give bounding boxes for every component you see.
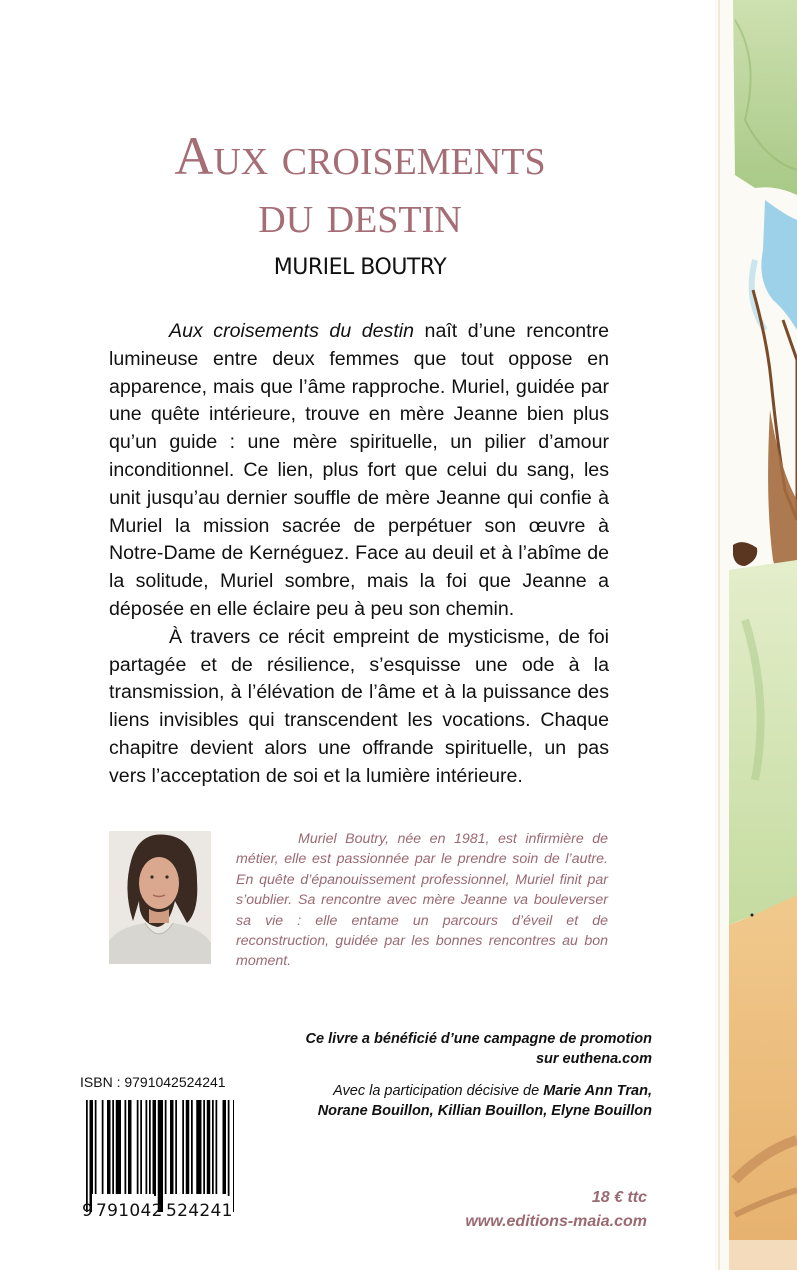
barcode-bar [233,1100,234,1212]
synopsis [109,318,609,791]
author-bio [236,829,608,972]
barcode-bar [107,1100,111,1196]
barcode-bar [191,1100,193,1196]
barcode-bar [102,1100,104,1196]
publisher-website[interactable]: www.editions-maia.com [465,1213,647,1230]
promotion-note [280,1029,652,1069]
participation-credits [280,1081,652,1121]
barcode-bar [95,1100,97,1196]
author-photo [109,831,211,964]
watercolor-art [715,0,797,1270]
book-title-line2: du destin [258,184,462,244]
barcode-bar [86,1100,88,1212]
barcode-bar [153,1100,157,1196]
barcode-bar [158,1100,163,1212]
barcode-bar [182,1100,184,1196]
barcode-digit-first: 9 [82,1201,93,1218]
barcode-bar [170,1100,174,1196]
barcode-digits-right: 524241 [166,1201,233,1218]
synopsis-paragraph-1 [109,318,609,624]
barcode-bar [175,1100,177,1196]
barcode-bar [128,1100,132,1196]
promotion-text: Ce livre a bénéficié d’une campagne de promotion sur euthena.com [305,1031,652,1067]
barcode-bar [140,1100,142,1196]
price-block [420,1186,647,1234]
isbn-label: ISBN : 9791042524241 [80,1074,226,1090]
watercolor-illustration-strip [715,0,797,1270]
price: 18 € ttc [591,1189,647,1206]
synopsis-title-italic: Aux croisements du destin [169,320,415,342]
barcode-bar [212,1100,214,1196]
barcode-bar [116,1100,121,1196]
synopsis-paragraph-2: À travers ce récit empreint de mysticisme, de foi partagée et de résilience, s’esquisse une ode à la transmission, à l’élévation de l’âme et à la puissance des liens invisibles qui transcendent les vocations. Chaque chapitre devient alors une offrande spirituelle, un pas vers l’acceptation de soi et la lumière intérieure. [109,625,609,787]
book-title-line1: Aux croisements [174,126,546,186]
author-portrait-image [109,831,211,964]
barcode-graphic [82,1100,234,1218]
participation-prefix: Avec la participation décisive de [333,1083,544,1099]
barcode-bar [203,1100,205,1196]
isbn-barcode [82,1100,234,1218]
author-bio-text: Muriel Boutry, née en 1981, est infirmière de métier, elle est passionnée par le prendre soin de l’autre. En quête d’épanouissement professionnel, Muriel finit par s’oublier. Sa rencontre avec mère Jeanne va bouleverser sa vie : elle entame un parcours d’éveil et de reconstruction, guidée par les bonnes rencontres au bon moment. [236,831,608,970]
synopsis-paragraph-1-text: naît d’une rencontre lumineuse entre deux femmes que tout oppose en apparence, mais que l’âme rapproche. Muriel, guidée par une quête intérieure, trouve en mère Jeanne bien plus qu’un guide : une mère spirituelle, un pilier d’amour inconditionnel. Ce lien, plus fort que celui du sang, les unit jusqu’au dernier souffle de mère Jeanne qui confie à Muriel la mission sacrée de perpétuer son œuvre à Notre-Dame de Kernéguez. Face au deuil et à l’abîme de la solitude, Muriel sombre, mais la foi que Jeanne a déposée en elle éclaire peu à peu son chemin. [109,320,609,620]
barcode-bar [207,1100,211,1196]
barcode-bar [186,1100,190,1196]
barcode-bar [125,1100,127,1196]
barcode-bar [223,1100,227,1196]
barcode-bar [216,1100,218,1196]
barcode-bar [228,1100,230,1196]
author-name: MURIEL BOUTRY [273,255,447,280]
barcode-bar [149,1100,151,1196]
barcode-bar [146,1100,148,1196]
participation-names: Marie Ann Tran, Norane Bouillon, Killian Bouillon, Elyne Bouillon [317,1083,652,1119]
barcode-digits-left: 791042 [96,1201,163,1218]
barcode-bar [196,1100,201,1196]
barcode-bar [137,1100,139,1196]
barcode-bar [112,1100,114,1196]
